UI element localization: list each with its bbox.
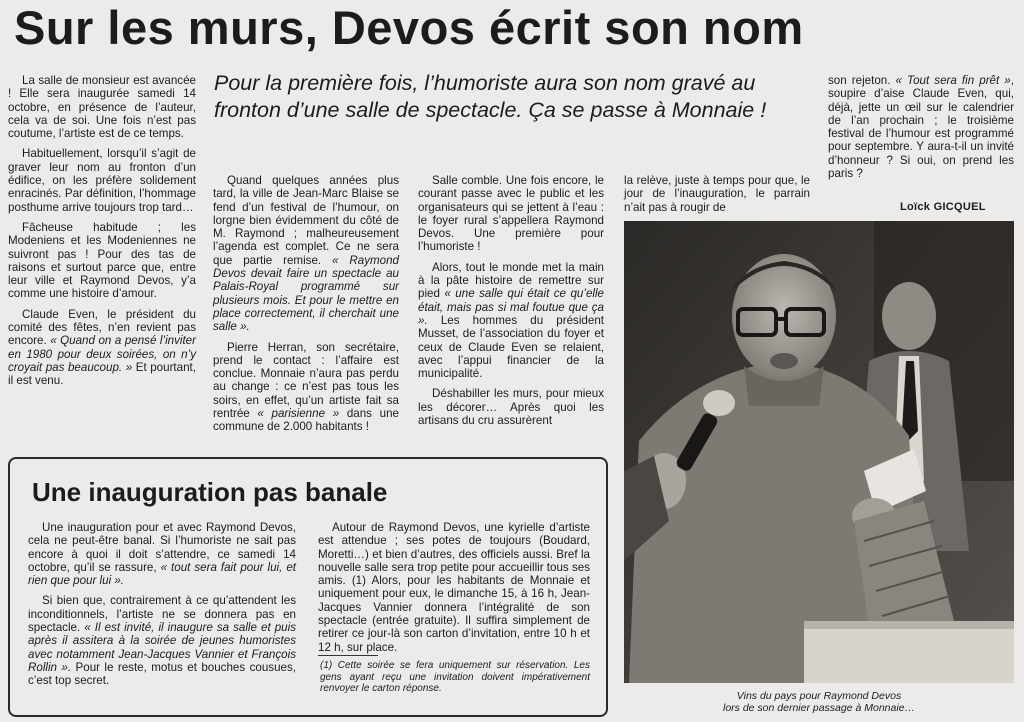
- text: dans une commune de 2.000 habitants !: [213, 407, 399, 434]
- deck: Pour la première fois, l’humoriste aura son nom gravé au fronton d’une salle de spectacle. Ça se passe à Monnaie !: [214, 71, 767, 122]
- article-column-3: [418, 174, 604, 434]
- quote: « Tout sera fin prêt »: [895, 74, 1011, 87]
- paragraph: [213, 174, 399, 334]
- paragraph: [8, 308, 196, 388]
- article-column-4: [624, 174, 810, 221]
- text: Une inauguration pour et avec Raymond Devos, cela ne peut-être banal. Si l’humoriste ne sait pas encore à quoi il doit s’attendre, ce samedi 14 octobre, qu’il se rassure,: [28, 521, 296, 574]
- text: Pour le reste, motus et bouches cousues, c’est top secret.: [28, 660, 296, 688]
- quote: « une salle qui était ce qu’elle était, mais pas si mal foutue que ça ».: [418, 287, 604, 327]
- paragraph: La salle de monsieur est avancée ! Elle sera inaugurée samedi 14 octobre, en présence de l’auteur, cela va de soi. Une fois n’est pas coutume, l’artiste est de ce temps.: [8, 74, 196, 141]
- paragraph: [828, 74, 1014, 180]
- text: Si bien que, contrairement à ce qu’attendent les inconditionnels, l’artiste ne se donnera pas en spectacle.: [28, 594, 296, 635]
- paragraph: [28, 521, 296, 587]
- paragraph: [213, 341, 399, 434]
- paragraph: Fâcheuse habitude ; les Modeniens et les Modeniennes ne suivront pas ! Pour des tas de raisons et surtout parce que, entre leur ville et Raymond Devos, y’a comme une histoire d’amour.: [8, 220, 196, 301]
- quote: « Il est invité, il inaugure sa salle et puis après il assitera à la soirée de jeunes humoristes avec notamment Jean-Jacques Vannier et François Rollin ».: [28, 621, 296, 674]
- text: Et pourtant, il est venu.: [8, 360, 196, 388]
- photo: [624, 221, 1014, 683]
- paragraph: [418, 261, 604, 381]
- caption-line: lors de son dernier passage à Monnaie…: [722, 702, 916, 714]
- caption-line: Vins du pays pour Raymond Devos: [736, 690, 902, 702]
- byline: Loïck GICQUEL: [900, 201, 986, 213]
- text: Alors, tout le monde met la main à la pâte histoire de remettre sur pied: [418, 260, 604, 301]
- article-column-2: [213, 174, 399, 441]
- photo-illustration: [624, 221, 1014, 683]
- text: Quand quelques années plus tard, la ville de Jean-Marc Blaise se fend d’un festival de l’humour, on lorgne bien évidemment du côté de M. Raymond ; malheureusement l’agenda est complet. Ce ne sera que partie remise.: [213, 174, 399, 267]
- text: Pierre Herran, son secrétaire, prend le contact : l’affaire est conclue. Monnaie n’aura pas perdu au change : ce n’est pas tous les soirs, en effet, qu’un artiste fait sa rentrée: [213, 340, 399, 421]
- box-title: Une inauguration pas banale: [32, 477, 388, 507]
- paragraph: [28, 594, 296, 687]
- paragraph: Salle comble. Une fois encore, le courant passe avec le public et les organisateurs qui se jettent à l’eau : le foyer rural s’appellera Raymond Devos. Une première pour l’humoriste !: [418, 174, 604, 254]
- footnote-rule: [318, 655, 378, 656]
- footnote: (1) Cette soirée se fera uniquement sur réservation. Les gens ayant reçu une invitation doivent impérativement renvoyer le carton réponse.: [320, 660, 590, 694]
- box-column-left: [28, 521, 296, 695]
- box-column-right: [318, 521, 590, 661]
- text: Claude Even, le président du comité des fêtes, n’en revient pas encore.: [8, 307, 196, 348]
- paragraph: Déshabiller les murs, pour mieux les décorer… Après quoi les artisans du cru assurèrent: [418, 387, 604, 428]
- quote: « Raymond Devos devait faire un spectacle au Palais-Royal programmé sur plusieurs mois. Et pour le mettre en place correctement, il cherchait une salle ».: [213, 253, 399, 334]
- paragraph: Habituellement, lorsqu’il s’agit de graver leur nom au fronton d’un édifice, on les préfère solidement enracinés. Par définition, l’hommage posthume arrive toujours trop tard…: [8, 147, 196, 214]
- quote: « parisienne »: [257, 407, 340, 421]
- article-column-5: [828, 74, 1014, 187]
- quote: « tout sera fait pour lui, et rien que pour lui ».: [28, 560, 297, 588]
- paragraph: Autour de Raymond Devos, une kyrielle d’artiste est attendue ; ses potes de toujours (Boudard, Moretti…) et bien d’autres, des officiels aussi. Bref la nouvelle salle sera trop petite pour accueillir tous ses amis. (1) Alors, pour les habitants de Monnaie et uniquement pour eux, le dimanche 15, à 16 h, Jean-Jacques Vannier donnera l’intégralité de son spectacle (entrée gratuite). Il suffira simplement de retirer ce jour-là son carton d’invitation, entre 10 h et 12 h, sur place.: [318, 521, 590, 654]
- photo-caption: [624, 690, 1014, 714]
- article-column-1: [8, 74, 196, 395]
- quote: « Quand on a pensé l’inviter en 1980 pour deux soirées, on n’y croyait pas beaucoup. »: [8, 334, 196, 374]
- paragraph: la relève, juste à temps pour que, le jour de l’inauguration, le parrain n’ait pas à rougir de: [624, 174, 810, 214]
- text: , soupire d’aise Claude Even, qui, déjà, jette un œil sur le calendrier de l’an prochain ; le troisième festival de l’humour est programmé pour septembre. Y aura-t-il un invité d’honneur ? Si oui, on prend les paris ?: [828, 74, 1014, 181]
- text: Les hommes du président Musset, de l’association du foyer et ceux de Claude Even se relaient, avec l’appui financier de la municipalité.: [418, 313, 604, 381]
- headline: Sur les murs, Devos écrit son nom: [14, 1, 804, 54]
- text: son rejeton.: [828, 74, 896, 87]
